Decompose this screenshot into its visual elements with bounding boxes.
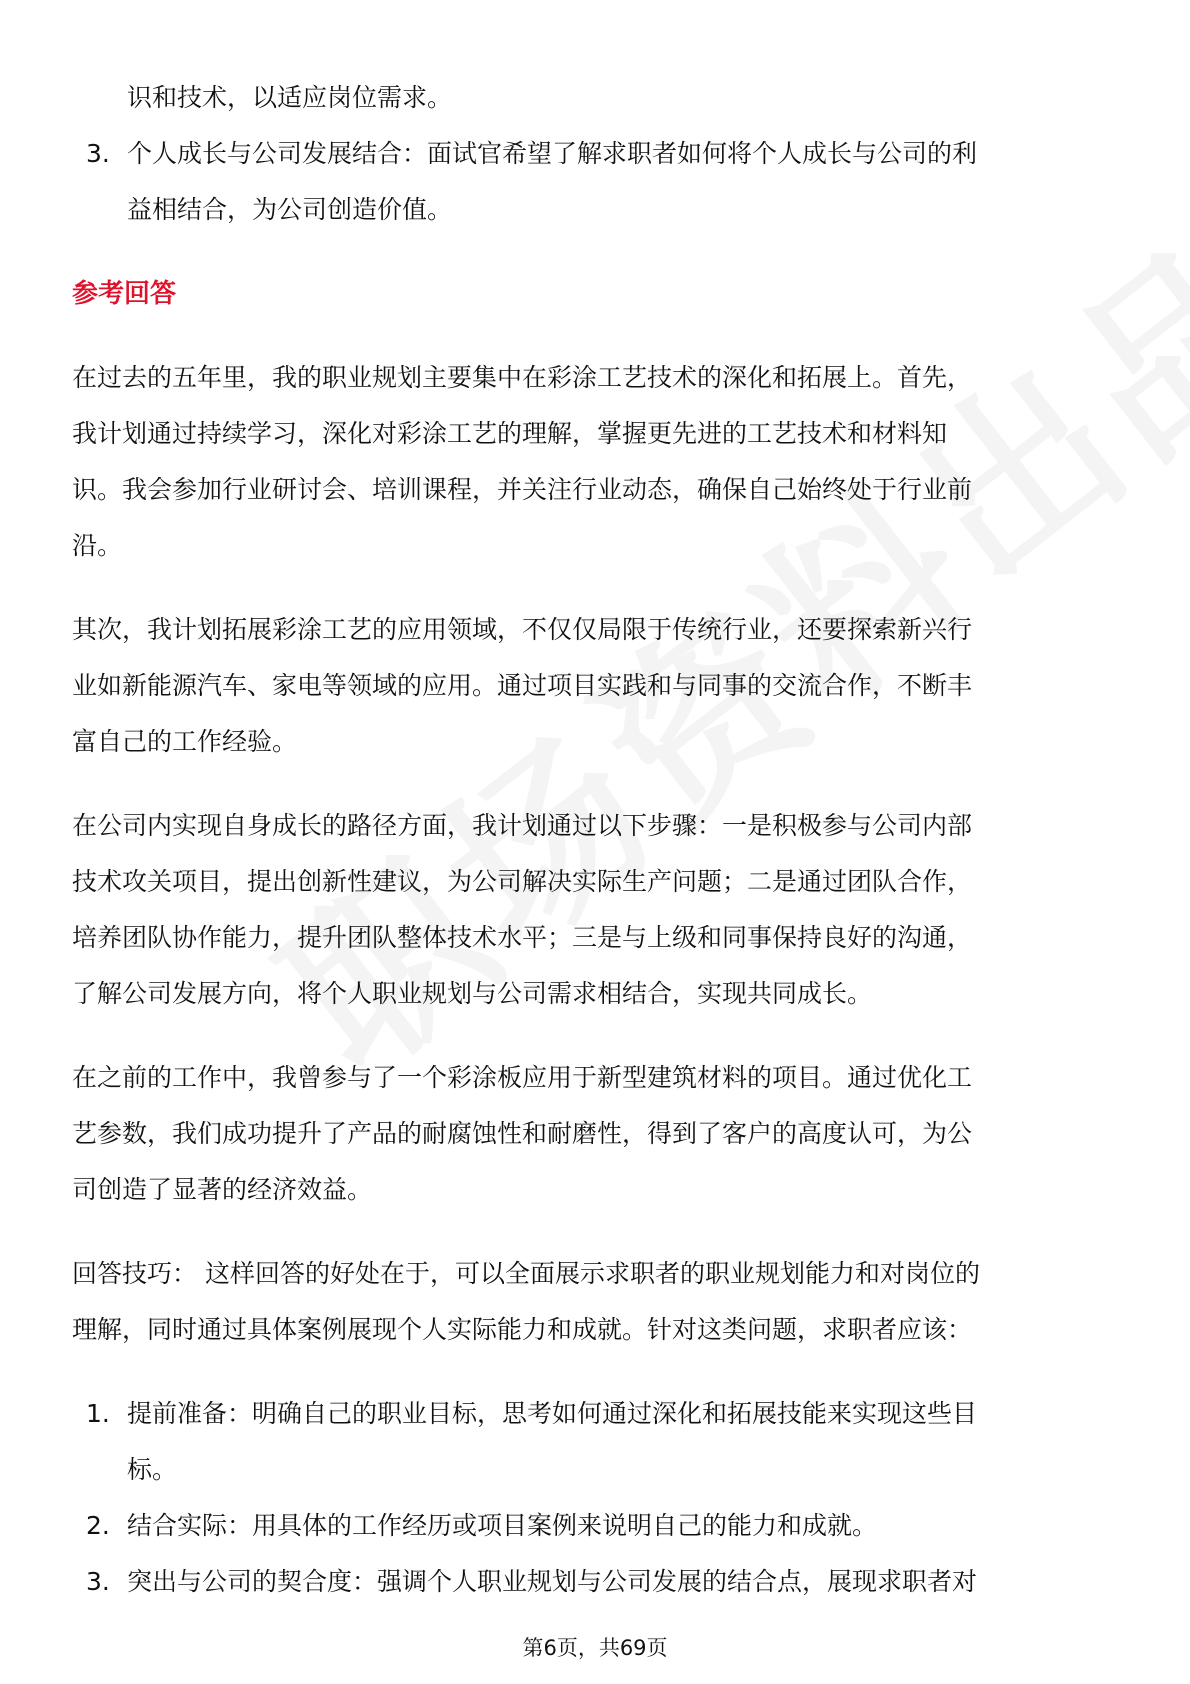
paragraph-line: 在公司内实现自身成长的路径方面，我计划通过以下步骤：一是积极参与公司内部 bbox=[72, 811, 973, 840]
list-item bbox=[72, 1498, 1112, 1554]
list-line: 个人成长与公司发展结合：面试官希望了解求职者如何将个人成长与公司的利 bbox=[127, 139, 978, 168]
question-focus-list bbox=[72, 126, 1112, 238]
list-number: 3. bbox=[86, 1567, 110, 1596]
list-number: 2. bbox=[86, 1511, 110, 1540]
section-heading: 参考回答 bbox=[72, 279, 177, 309]
list-line: 益相结合，为公司创造价值。 bbox=[127, 195, 453, 224]
list-line: 结合实际：用具体的工作经历或项目案例来说明自己的能力和成就。 bbox=[127, 1511, 878, 1540]
paragraph-growth-path bbox=[72, 798, 1112, 1022]
paragraph-line: 业如新能源汽车、家电等领域的应用。通过项目实践和与同事的交流合作，不断丰 bbox=[72, 671, 973, 700]
paragraph-line: 识。我会参加行业研讨会、培训课程，并关注行业动态，确保自己始终处于行业前 bbox=[72, 475, 973, 504]
paragraph-line: 富自己的工作经验。 bbox=[72, 727, 298, 756]
paragraph-line: 沿。 bbox=[72, 531, 123, 560]
paragraph-line: 了解公司发展方向，将个人职业规划与公司需求相结合，实现共同成长。 bbox=[72, 979, 873, 1008]
paragraph-line: 技术攻关项目，提出创新性建议，为公司解决实际生产问题；二是通过团队合作， bbox=[72, 867, 973, 896]
list-item bbox=[72, 1554, 1112, 1610]
paragraph-line: 我计划通过持续学习，深化对彩涂工艺的理解，掌握更先进的工艺技术和材料知 bbox=[72, 419, 948, 448]
tips-list bbox=[72, 1386, 1112, 1610]
list-item bbox=[72, 126, 1112, 238]
paragraph-line: 回答技巧： 这样回答的好处在于，可以全面展示求职者的职业规划能力和对岗位的 bbox=[72, 1259, 980, 1288]
paragraph-career-plan bbox=[72, 350, 1112, 574]
continuation-line: 识和技术，以适应岗位需求。 bbox=[127, 83, 453, 112]
list-item bbox=[72, 1386, 1112, 1498]
page-footer: 第6页，共69页 bbox=[522, 1636, 668, 1660]
paragraph-answer-tips bbox=[72, 1246, 1112, 1358]
paragraph-line: 培养团队协作能力，提升团队整体技术水平；三是与上级和同事保持良好的沟通， bbox=[72, 923, 973, 952]
paragraph-line: 司创造了显著的经济效益。 bbox=[72, 1175, 373, 1204]
paragraph-project-case bbox=[72, 1050, 1112, 1218]
list-line: 提前准备：明确自己的职业目标，思考如何通过深化和拓展技能来实现这些目 bbox=[127, 1399, 978, 1428]
paragraph-line: 在之前的工作中，我曾参与了一个彩涂板应用于新型建筑材料的项目。通过优化工 bbox=[72, 1063, 973, 1092]
paragraph-line: 理解，同时通过具体案例展现个人实际能力和成就。针对这类问题，求职者应该： bbox=[72, 1315, 973, 1344]
paragraph-expand-fields bbox=[72, 602, 1112, 770]
paragraph-line: 艺参数，我们成功提升了产品的耐腐蚀性和耐磨性，得到了客户的高度认可，为公 bbox=[72, 1119, 973, 1148]
list-line: 突出与公司的契合度：强调个人职业规划与公司发展的结合点，展现求职者对 bbox=[127, 1567, 978, 1596]
list-line: 标。 bbox=[127, 1455, 178, 1484]
paragraph-line: 其次，我计划拓展彩涂工艺的应用领域，不仅仅局限于传统行业，还要探索新兴行 bbox=[72, 615, 973, 644]
page-content bbox=[72, 70, 1112, 1610]
list-number: 3. bbox=[86, 139, 110, 168]
list-number: 1. bbox=[86, 1399, 110, 1428]
paragraph-line: 在过去的五年里，我的职业规划主要集中在彩涂工艺技术的深化和拓展上。首先， bbox=[72, 363, 973, 392]
